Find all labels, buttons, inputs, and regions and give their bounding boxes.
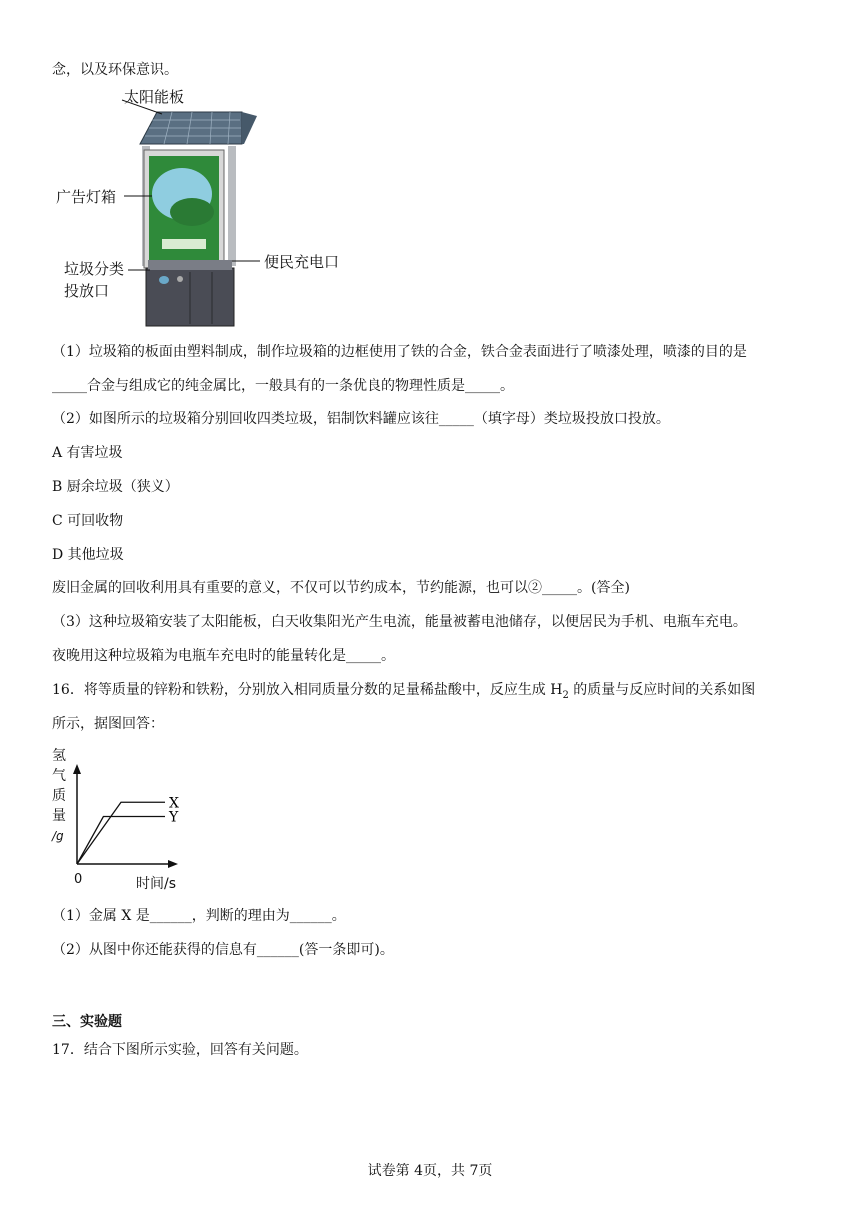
option-c: C 可回收物 bbox=[52, 513, 124, 529]
q15-part3-line1: （3）这种垃圾箱安装了太阳能板，白天收集阳光产生电流，能量被蓄电池储存，以便居民为手机、电瓶车充电。 bbox=[52, 614, 747, 630]
y-axis-label-char: /g bbox=[52, 829, 64, 843]
y-axis-label-char: 量 bbox=[52, 808, 66, 824]
hydrogen-mass-chart bbox=[52, 744, 202, 894]
intro-tail: 念，以及环保意识。 bbox=[52, 62, 178, 78]
series-label-x: X bbox=[169, 795, 179, 812]
option-b: B 厨余垃圾（狭义） bbox=[52, 479, 179, 495]
y-axis-arrow bbox=[73, 764, 81, 774]
q17-stem: 17．结合下图所示实验，回答有关问题。 bbox=[52, 1042, 308, 1058]
label-ad-lightbox: 广告灯箱 bbox=[56, 188, 117, 206]
q16-part2: （2）从图中你还能获得的信息有______(答一条即可)。 bbox=[52, 942, 394, 958]
option-a: A 有害垃圾 bbox=[52, 445, 123, 461]
label-sort-opening-2: 投放口 bbox=[64, 282, 110, 300]
y-axis-label-char: 气 bbox=[52, 768, 66, 784]
section-heading-experiment: 三、实验题 bbox=[52, 1014, 122, 1030]
q15-part1-line1: （1）垃圾箱的板面由塑料制成，制作垃圾箱的边框使用了铁的合金，铁合金表面进行了喷漆处理，喷漆的目的是 bbox=[52, 344, 747, 360]
q15-part3-line2: 夜晚用这种垃圾箱为电瓶车充电时的能量转化是_____。 bbox=[52, 648, 395, 664]
page-footer: 试卷第 4页，共 7页 bbox=[367, 1163, 493, 1179]
q16-stem-pre: 16．将等质量的锌粉和铁粉，分别放入相同质量分数的足量稀盐酸中，反应生成 H bbox=[52, 682, 563, 698]
q16-part1: （1）金属 X 是______，判断的理由为______。 bbox=[52, 908, 346, 924]
q15-part1-line2: _____合金与组成它的纯金属比，一般具有的一条优良的物理性质是_____。 bbox=[52, 378, 514, 394]
smart-trash-bin-figure bbox=[52, 84, 352, 329]
series-line-x bbox=[77, 802, 165, 864]
q16-stem-line2: 所示，据图回答： bbox=[52, 716, 164, 732]
option-d: D 其他垃圾 bbox=[52, 547, 124, 563]
y-axis-label-char: 质 bbox=[52, 788, 66, 804]
label-solar-panel: 太阳能板 bbox=[124, 88, 185, 106]
y-axis-label-char: 氢 bbox=[52, 748, 66, 764]
y-axis-label bbox=[52, 746, 74, 846]
label-charging-port: 便民充电口 bbox=[264, 253, 340, 271]
q15-part2: （2）如图所示的垃圾箱分别回收四类垃圾，铝制饮料罐应该往_____（填字母）类垃圾投放口投放。 bbox=[52, 411, 670, 427]
x-axis-label: 时间/s bbox=[136, 876, 177, 892]
q16-stem-line1 bbox=[52, 680, 755, 706]
x-axis-arrow bbox=[168, 860, 178, 868]
h2-subscript: 2 bbox=[562, 689, 569, 701]
series-label-y: Y bbox=[169, 809, 179, 826]
recycle-meaning: 废旧金属的回收利用具有重要的意义，不仅可以节约成本，节约能源，也可以②_____。(答全) bbox=[52, 580, 630, 596]
label-sort-opening-1: 垃圾分类 bbox=[64, 260, 125, 278]
origin-label: 0 bbox=[74, 872, 83, 887]
series-line-y bbox=[77, 817, 165, 865]
q16-stem-post: 的质量与反应时间的关系如图 bbox=[568, 682, 756, 698]
